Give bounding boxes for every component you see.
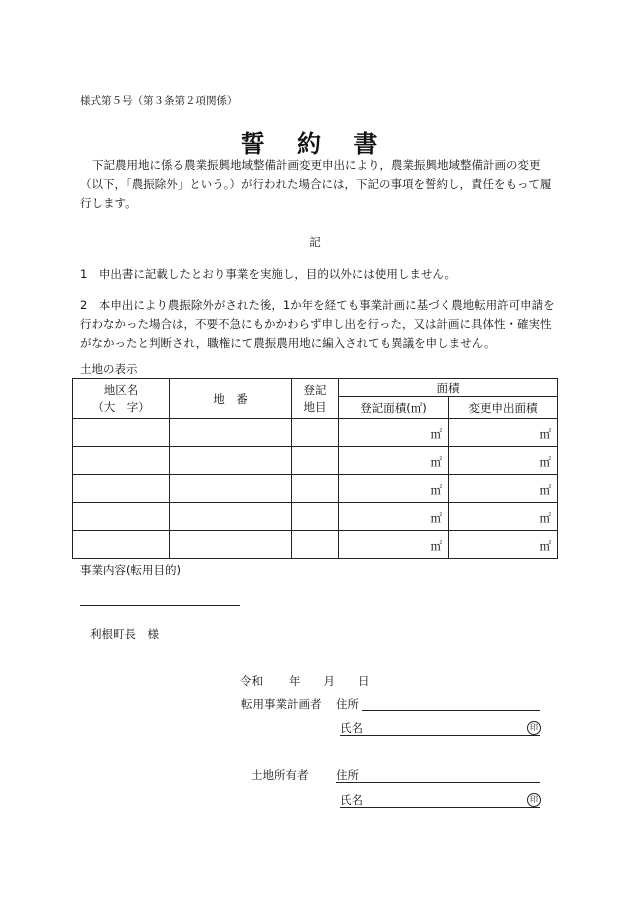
date-year: 年 [289, 674, 301, 688]
unit-label: ㎡ [430, 455, 442, 469]
unit-label: ㎡ [430, 427, 442, 441]
owner-label: 土地所有者 [251, 768, 309, 782]
header-category: 登記 地目 [292, 379, 339, 419]
ki-heading: 記 [309, 235, 321, 249]
cell-registered-area[interactable] [339, 475, 449, 503]
table-row [73, 419, 558, 447]
cell-requested-area[interactable] [449, 447, 558, 475]
cell-registered-area[interactable] [339, 419, 449, 447]
cell-district[interactable] [73, 531, 170, 559]
cell-lot[interactable] [170, 503, 292, 531]
pledge-item-2: 2 本申出により農振除外がされた後，1か年を経ても事業計画に基づく農地転用許可申請を行わなかった場合は，不要不急にもかかわらず申し出を行った，又は計画に具体性・確実性がなかったと判断され，職権にて農振農用地に編入されても異議を申しません。 [80, 298, 555, 350]
cell-lot[interactable] [170, 531, 292, 559]
cell-requested-area[interactable] [449, 419, 558, 447]
cell-district[interactable] [73, 475, 170, 503]
intro-paragraph: 下記農用地に係る農業振興地域整備計画変更申出により，農業振興地域整備計画の変更（以下，「農振除外」という。）が行われた場合には，下記の事項を誓約し，責任をもって履行します。 [80, 158, 552, 210]
seal-icon: 印 [527, 793, 541, 807]
land-table [72, 378, 558, 559]
planner-label: 転用事業計画者 [241, 697, 322, 711]
cell-lot[interactable] [170, 447, 292, 475]
cell-lot[interactable] [170, 475, 292, 503]
pledge-item-1: 1 申出書に記載したとおり事業を実施し，目的以外には使用しません。 [80, 267, 457, 281]
table-row [73, 447, 558, 475]
business-content-line[interactable] [80, 605, 240, 606]
seal-icon: 印 [527, 721, 541, 735]
table-row [73, 503, 558, 531]
cell-category[interactable] [292, 419, 339, 447]
header-requested-area: 変更申出面積 [449, 397, 558, 419]
header-lot: 地 番 [170, 379, 292, 419]
unit-label: ㎡ [539, 455, 551, 469]
unit-label: ㎡ [430, 511, 442, 525]
unit-label: ㎡ [430, 483, 442, 497]
form-number: 様式第５号（第３条第２項関係） [80, 95, 238, 107]
cell-district[interactable] [73, 503, 170, 531]
header-registered-area: 登記面積(㎡) [339, 397, 449, 419]
owner-name-line[interactable] [340, 807, 540, 808]
planner-address-label: 住所 [336, 697, 359, 711]
cell-district[interactable] [73, 447, 170, 475]
unit-label: ㎡ [539, 483, 551, 497]
date-era: 令和 [240, 674, 263, 688]
cell-district[interactable] [73, 419, 170, 447]
planner-address-line[interactable] [362, 710, 540, 711]
unit-label: ㎡ [430, 539, 442, 553]
cell-requested-area[interactable] [449, 531, 558, 559]
business-content-label: 事業内容(転用目的) [80, 563, 181, 577]
owner-name-label: 氏名 [340, 793, 363, 807]
planner-name-label: 氏名 [340, 721, 363, 735]
cell-requested-area[interactable] [449, 475, 558, 503]
date-month: 月 [323, 674, 335, 688]
cell-registered-area[interactable] [339, 447, 449, 475]
date-line [240, 673, 370, 689]
cell-category[interactable] [292, 475, 339, 503]
cell-category[interactable] [292, 447, 339, 475]
table-row [73, 531, 558, 559]
header-district: 地区名 （大 字） [73, 379, 170, 419]
unit-label: ㎡ [539, 539, 551, 553]
cell-registered-area[interactable] [339, 531, 449, 559]
unit-label: ㎡ [539, 511, 551, 525]
cell-category[interactable] [292, 531, 339, 559]
date-day: 日 [358, 674, 370, 688]
land-table-label: 土地の表示 [80, 362, 138, 376]
header-area: 面積 [339, 379, 558, 397]
unit-label: ㎡ [539, 427, 551, 441]
planner-name-line[interactable] [340, 735, 540, 736]
cell-registered-area[interactable] [339, 503, 449, 531]
owner-address-label: 住所 [336, 768, 359, 782]
page-title: 誓 約 書 [240, 130, 390, 158]
cell-requested-area[interactable] [449, 503, 558, 531]
owner-address-line[interactable] [336, 782, 540, 783]
addressee: 利根町長 様 [90, 627, 159, 641]
cell-category[interactable] [292, 503, 339, 531]
cell-lot[interactable] [170, 419, 292, 447]
table-row [73, 475, 558, 503]
